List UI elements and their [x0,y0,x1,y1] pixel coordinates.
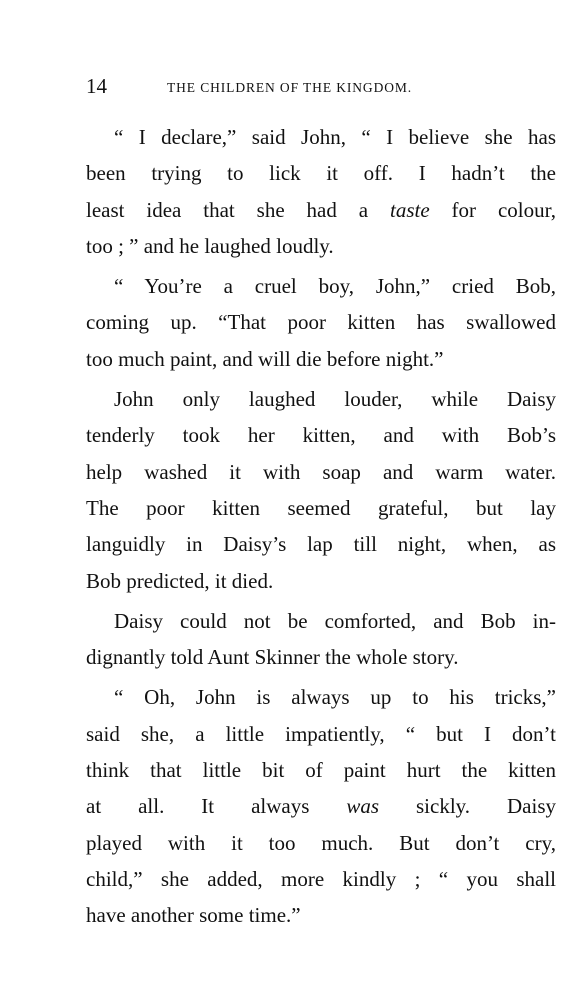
running-head: THE CHILDREN OF THE KINGDOM. [167,80,413,95]
text-line: said she, a little impatiently, “ but I don’t [86,721,556,746]
text-line: too ; ” and he laughed loudly. [86,233,334,258]
paragraph [86,268,556,377]
text-line: least idea that she had a taste for colour, [86,197,556,222]
text-line: dignantly told Aunt Skinner the whole story. [86,645,459,670]
text-line: been trying to lick it off. I hadn’t the [86,161,556,186]
text-line: John only laughed louder, while Daisy [114,387,556,412]
paragraph [86,603,556,676]
text-line: Bob predicted, it died. [86,568,274,593]
paragraph [86,119,556,264]
text-line: played with it too much. But don’t cry, [86,830,556,855]
text-line: languidly in Daisy’s lap till night, when, as [86,532,556,557]
emphasis-taste: taste [389,197,430,222]
text-line: child,” she added, more kindly ; “ you shall [86,866,556,891]
text-line: at all. It always was sickly. Daisy [86,794,556,819]
paragraph [86,679,556,933]
page-header [86,74,476,104]
text-line: “ You’re a cruel boy, John,” cried Bob, [114,274,556,299]
text-line: “ Oh, John is always up to his tricks,” [114,685,556,710]
text-line: too much paint, and will die before night.” [86,346,444,371]
text-line: The poor kitten seemed grateful, but lay [86,495,556,520]
paragraph [86,381,556,599]
text-line: Daisy could not be comforted, and Bob in- [114,608,556,633]
emphasis-was: was [346,794,380,819]
page-number: 14 [86,74,107,98]
text-line: coming up. “That poor kitten has swallowed [86,310,556,335]
text-line: “ I declare,” said John, “ I believe she has [114,125,556,149]
text-line: think that little bit of paint hurt the kitten [86,758,556,783]
page-body [86,119,556,938]
text-line: have another some time.” [86,903,301,928]
text-line: tenderly took her kitten, and with Bob’s [86,423,556,448]
text-line: help washed it with soap and warm water. [86,459,556,484]
